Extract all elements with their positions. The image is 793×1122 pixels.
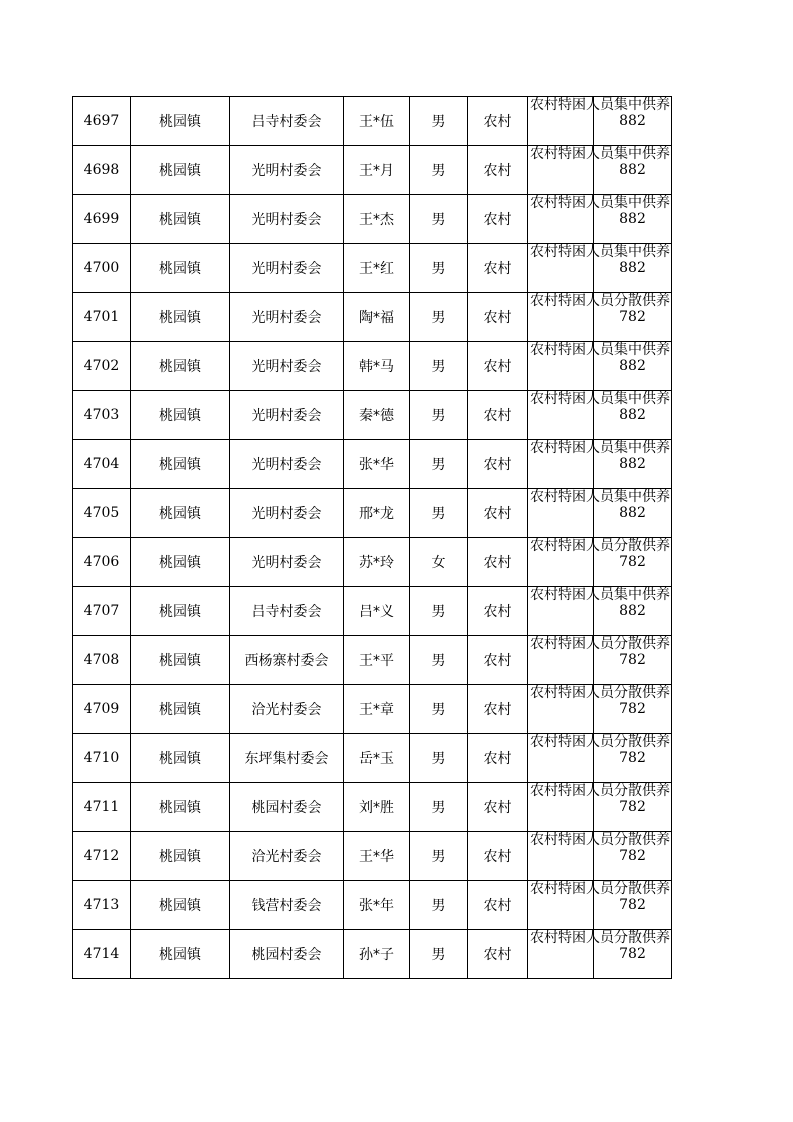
area-type-cell: 农村 — [468, 293, 528, 342]
gender-cell: 男 — [410, 783, 468, 832]
town-cell: 桃园镇 — [131, 930, 230, 979]
person-name-cell: 张*华 — [344, 440, 410, 489]
area-type-cell: 农村 — [468, 881, 528, 930]
gender-cell: 男 — [410, 734, 468, 783]
area-type-cell: 农村 — [468, 685, 528, 734]
person-name-cell: 王*伍 — [344, 97, 410, 146]
town-cell: 桃园镇 — [131, 146, 230, 195]
person-name-cell: 秦*德 — [344, 391, 410, 440]
area-type-cell: 农村 — [468, 489, 528, 538]
village-committee-cell: 桃园村委会 — [230, 930, 344, 979]
gender-cell: 男 — [410, 930, 468, 979]
town-cell: 桃园镇 — [131, 881, 230, 930]
table-row — [73, 734, 672, 783]
table-row — [73, 146, 672, 195]
serial-number-cell: 4706 — [73, 538, 131, 587]
support-category-text: 农村特困人员集中供养 — [530, 587, 670, 603]
gender-cell: 男 — [410, 832, 468, 881]
serial-number-cell: 4705 — [73, 489, 131, 538]
table-row — [73, 538, 672, 587]
amount-cell: 882 — [594, 244, 672, 293]
town-cell: 桃园镇 — [131, 342, 230, 391]
support-category-text: 农村特困人员集中供养 — [530, 97, 670, 113]
table-row — [73, 342, 672, 391]
area-type-cell: 农村 — [468, 538, 528, 587]
serial-number-cell: 4698 — [73, 146, 131, 195]
amount-cell: 882 — [594, 97, 672, 146]
support-category-text: 农村特困人员分散供养 — [530, 832, 670, 848]
person-name-cell: 张*年 — [344, 881, 410, 930]
serial-number-cell: 4709 — [73, 685, 131, 734]
gender-cell: 男 — [410, 244, 468, 293]
village-committee-cell: 光明村委会 — [230, 538, 344, 587]
gender-cell: 男 — [410, 636, 468, 685]
serial-number-cell: 4697 — [73, 97, 131, 146]
person-name-cell: 韩*马 — [344, 342, 410, 391]
support-category-text: 农村特困人员集中供养 — [530, 195, 670, 211]
serial-number-cell: 4704 — [73, 440, 131, 489]
person-name-cell: 孙*子 — [344, 930, 410, 979]
village-committee-cell: 光明村委会 — [230, 195, 344, 244]
village-committee-cell: 光明村委会 — [230, 440, 344, 489]
area-type-cell: 农村 — [468, 195, 528, 244]
person-name-cell: 岳*玉 — [344, 734, 410, 783]
village-committee-cell: 光明村委会 — [230, 244, 344, 293]
table-row — [73, 587, 672, 636]
table-row — [73, 489, 672, 538]
amount-cell: 782 — [594, 636, 672, 685]
table-row — [73, 293, 672, 342]
table-row — [73, 881, 672, 930]
support-category-text: 农村特困人员分散供养 — [530, 734, 670, 750]
support-category-text: 农村特困人员分散供养 — [530, 930, 670, 946]
gender-cell: 男 — [410, 97, 468, 146]
person-name-cell: 王*月 — [344, 146, 410, 195]
amount-cell: 782 — [594, 293, 672, 342]
village-committee-cell: 光明村委会 — [230, 293, 344, 342]
table-row — [73, 244, 672, 293]
gender-cell: 男 — [410, 293, 468, 342]
village-committee-cell: 光明村委会 — [230, 391, 344, 440]
area-type-cell: 农村 — [468, 783, 528, 832]
town-cell: 桃园镇 — [131, 489, 230, 538]
village-committee-cell: 光明村委会 — [230, 342, 344, 391]
area-type-cell: 农村 — [468, 391, 528, 440]
town-cell: 桃园镇 — [131, 440, 230, 489]
person-name-cell: 陶*福 — [344, 293, 410, 342]
person-name-cell: 王*红 — [344, 244, 410, 293]
serial-number-cell: 4714 — [73, 930, 131, 979]
serial-number-cell: 4710 — [73, 734, 131, 783]
gender-cell: 男 — [410, 881, 468, 930]
serial-number-cell: 4699 — [73, 195, 131, 244]
gender-cell: 女 — [410, 538, 468, 587]
table-row — [73, 930, 672, 979]
amount-cell: 882 — [594, 342, 672, 391]
gender-cell: 男 — [410, 195, 468, 244]
village-committee-cell: 吕寺村委会 — [230, 97, 344, 146]
gender-cell: 男 — [410, 391, 468, 440]
amount-cell: 882 — [594, 391, 672, 440]
village-committee-cell: 洽光村委会 — [230, 685, 344, 734]
person-name-cell: 王*华 — [344, 832, 410, 881]
amount-cell: 882 — [594, 195, 672, 244]
table-row — [73, 391, 672, 440]
village-committee-cell: 吕寺村委会 — [230, 587, 344, 636]
gender-cell: 男 — [410, 342, 468, 391]
table-body — [73, 97, 672, 979]
gender-cell: 男 — [410, 489, 468, 538]
town-cell: 桃园镇 — [131, 391, 230, 440]
support-category-text: 农村特困人员分散供养 — [530, 881, 670, 897]
gender-cell: 男 — [410, 685, 468, 734]
town-cell: 桃园镇 — [131, 538, 230, 587]
beneficiary-table — [72, 96, 672, 979]
area-type-cell: 农村 — [468, 97, 528, 146]
town-cell: 桃园镇 — [131, 685, 230, 734]
amount-cell: 782 — [594, 783, 672, 832]
table-row — [73, 832, 672, 881]
serial-number-cell: 4703 — [73, 391, 131, 440]
village-committee-cell: 桃园村委会 — [230, 783, 344, 832]
village-committee-cell: 光明村委会 — [230, 146, 344, 195]
town-cell: 桃园镇 — [131, 783, 230, 832]
support-category-text: 农村特困人员集中供养 — [530, 440, 670, 456]
table-row — [73, 685, 672, 734]
support-category-text: 农村特困人员分散供养 — [530, 783, 670, 799]
gender-cell: 男 — [410, 587, 468, 636]
town-cell: 桃园镇 — [131, 636, 230, 685]
amount-cell: 882 — [594, 489, 672, 538]
town-cell: 桃园镇 — [131, 195, 230, 244]
area-type-cell: 农村 — [468, 440, 528, 489]
person-name-cell: 邢*龙 — [344, 489, 410, 538]
support-category-text: 农村特困人员集中供养 — [530, 146, 670, 162]
serial-number-cell: 4701 — [73, 293, 131, 342]
amount-cell: 782 — [594, 832, 672, 881]
support-category-text: 农村特困人员分散供养 — [530, 538, 670, 554]
person-name-cell: 王*杰 — [344, 195, 410, 244]
support-category-text: 农村特困人员集中供养 — [530, 489, 670, 505]
amount-cell: 782 — [594, 538, 672, 587]
support-category-text: 农村特困人员分散供养 — [530, 636, 670, 652]
table-row — [73, 195, 672, 244]
amount-cell: 882 — [594, 587, 672, 636]
serial-number-cell: 4712 — [73, 832, 131, 881]
support-category-text: 农村特困人员分散供养 — [530, 685, 670, 701]
town-cell: 桃园镇 — [131, 587, 230, 636]
serial-number-cell: 4711 — [73, 783, 131, 832]
gender-cell: 男 — [410, 440, 468, 489]
person-name-cell: 王*平 — [344, 636, 410, 685]
person-name-cell: 刘*胜 — [344, 783, 410, 832]
support-category-text: 农村特困人员分散供养 — [530, 293, 670, 309]
area-type-cell: 农村 — [468, 587, 528, 636]
gender-cell: 男 — [410, 146, 468, 195]
serial-number-cell: 4713 — [73, 881, 131, 930]
serial-number-cell: 4707 — [73, 587, 131, 636]
area-type-cell: 农村 — [468, 244, 528, 293]
area-type-cell: 农村 — [468, 342, 528, 391]
table-row — [73, 783, 672, 832]
area-type-cell: 农村 — [468, 636, 528, 685]
amount-cell: 782 — [594, 685, 672, 734]
village-committee-cell: 钱营村委会 — [230, 881, 344, 930]
serial-number-cell: 4700 — [73, 244, 131, 293]
table-row — [73, 440, 672, 489]
amount-cell: 782 — [594, 930, 672, 979]
village-committee-cell: 东坪集村委会 — [230, 734, 344, 783]
village-committee-cell: 光明村委会 — [230, 489, 344, 538]
table-row — [73, 636, 672, 685]
support-category-text: 农村特困人员集中供养 — [530, 244, 670, 260]
support-category-text: 农村特困人员集中供养 — [530, 342, 670, 358]
area-type-cell: 农村 — [468, 146, 528, 195]
amount-cell: 882 — [594, 146, 672, 195]
person-name-cell: 苏*玲 — [344, 538, 410, 587]
village-committee-cell: 西杨寨村委会 — [230, 636, 344, 685]
village-committee-cell: 洽光村委会 — [230, 832, 344, 881]
serial-number-cell: 4708 — [73, 636, 131, 685]
person-name-cell: 王*章 — [344, 685, 410, 734]
amount-cell: 882 — [594, 440, 672, 489]
table-row — [73, 97, 672, 146]
area-type-cell: 农村 — [468, 832, 528, 881]
town-cell: 桃园镇 — [131, 293, 230, 342]
town-cell: 桃园镇 — [131, 832, 230, 881]
town-cell: 桃园镇 — [131, 244, 230, 293]
area-type-cell: 农村 — [468, 734, 528, 783]
person-name-cell: 吕*义 — [344, 587, 410, 636]
serial-number-cell: 4702 — [73, 342, 131, 391]
support-category-text: 农村特困人员集中供养 — [530, 391, 670, 407]
amount-cell: 782 — [594, 734, 672, 783]
town-cell: 桃园镇 — [131, 97, 230, 146]
amount-cell: 782 — [594, 881, 672, 930]
area-type-cell: 农村 — [468, 930, 528, 979]
town-cell: 桃园镇 — [131, 734, 230, 783]
